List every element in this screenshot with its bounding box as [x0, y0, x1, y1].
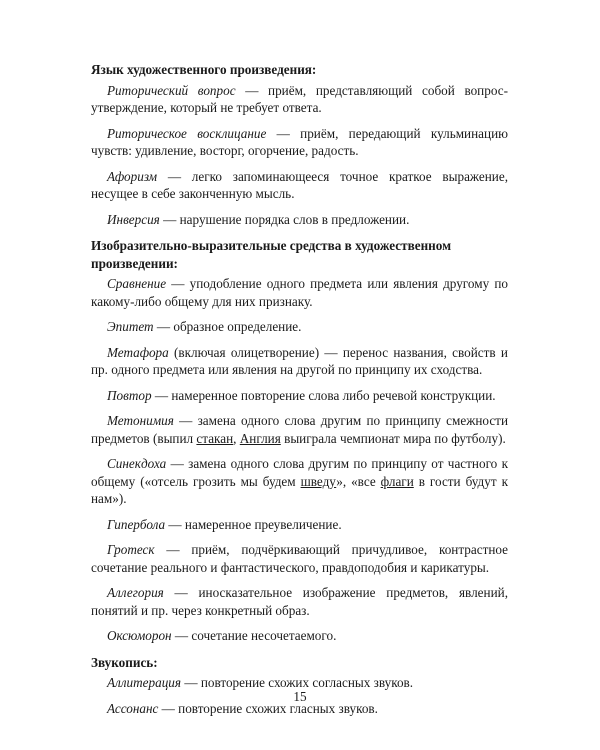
section-sound-writing	[91, 654, 508, 718]
definition-text: — намеренное повторение слова либо речевой конструкции.	[151, 387, 496, 403]
underlined-example: Англия	[239, 430, 281, 446]
definition-text: (включая олицетворение) — перенос названия, свойств и пр. одного предмета или явления на другой по принципу их сходства.	[91, 344, 508, 377]
section-language	[91, 61, 508, 228]
underlined-example: шведу	[300, 473, 337, 489]
definition-text: — образное определение.	[153, 319, 302, 334]
definition-comparison	[91, 275, 508, 310]
term: Ассонанс	[107, 700, 159, 716]
term: Сравнение	[107, 276, 167, 291]
definition-allegory	[91, 584, 508, 619]
underlined-example: флаги	[380, 473, 414, 489]
definition-hyperbole	[91, 516, 508, 534]
definition-text: — приём, передающий кульминацию чувств: удивление, восторг, огорчение, радость.	[91, 125, 508, 158]
definition-text: — приём, подчёркивающий причудливое, контрастное сочетание реального и фантастического, правдоподобия и карикатуры.	[91, 542, 508, 575]
term: Гротеск	[107, 542, 155, 557]
definition-text: выиграла чемпионат мира по футболу).	[280, 430, 506, 446]
definition-rhetorical-question	[91, 82, 508, 117]
definition-text: », «все	[336, 473, 381, 489]
section-title: Звукопись:	[91, 654, 158, 670]
definition-grotesque	[91, 541, 508, 576]
term: Риторическое восклицание	[107, 125, 267, 141]
definition-text: — замена одного слова другим по принципу от частного к общему («отсель грозить мы будем	[91, 456, 508, 489]
underlined-example: стакан	[196, 430, 234, 446]
page-number: 15	[293, 689, 307, 704]
definition-oxymoron	[91, 627, 508, 645]
definition-text: — легко запоминающееся точное краткое выражение, несущее в себе законченную мысль.	[91, 168, 508, 201]
definition-text: — повторение схожих гласных звуков.	[158, 700, 378, 716]
definition-repetition	[91, 387, 508, 405]
term: Инверсия	[107, 211, 160, 227]
section-title: Язык художественного произведения:	[91, 62, 317, 77]
definition-synecdoche	[91, 455, 508, 508]
term: Эпитет	[107, 319, 154, 334]
term: Афоризм	[107, 168, 158, 184]
definition-metaphor	[91, 344, 508, 379]
term: Оксюморон	[107, 628, 172, 643]
definition-text: — приём, представляющий собой вопрос-утверждение, который не требует ответа.	[91, 82, 508, 115]
section-title: Изобразительно-выразительные средства в художественном произведении:	[91, 238, 452, 271]
term: Риторический вопрос	[107, 82, 236, 98]
term: Аллегория	[107, 585, 164, 600]
definition-text: — иносказательное изображение предметов, явлений, понятий и пр. через конкретный образ.	[91, 585, 508, 618]
definition-text: — замена одного слова другим по принципу смежности предметов (выпил	[91, 413, 508, 446]
definition-rhetorical-exclamation	[91, 125, 508, 160]
section-expressive-means	[91, 237, 508, 645]
term: Гипербола	[107, 516, 166, 532]
definition-text: в гости будут к нам»).	[91, 473, 508, 506]
definition-aphorism	[91, 168, 508, 203]
term: Аллитерация	[107, 675, 182, 690]
definition-inversion	[91, 211, 508, 229]
term: Метонимия	[107, 413, 174, 428]
definition-text: — нарушение порядка слов в предложении.	[159, 211, 410, 227]
definition-text: — сочетание несочетаемого.	[171, 628, 337, 643]
definition-text: — повторение схожих согласных звуков.	[181, 675, 414, 690]
term: Повтор	[107, 387, 152, 403]
definition-text: — намеренное преувеличение.	[165, 516, 342, 532]
definition-text: ,	[233, 430, 240, 446]
term: Синекдоха	[107, 456, 167, 471]
definition-epithet	[91, 318, 508, 336]
definition-text: — уподобление одного предмета или явления другому по какому-либо общему для них признаку.	[91, 276, 508, 309]
definition-metonymy	[91, 412, 508, 447]
term: Метафора	[107, 344, 169, 360]
page-body	[91, 61, 508, 726]
